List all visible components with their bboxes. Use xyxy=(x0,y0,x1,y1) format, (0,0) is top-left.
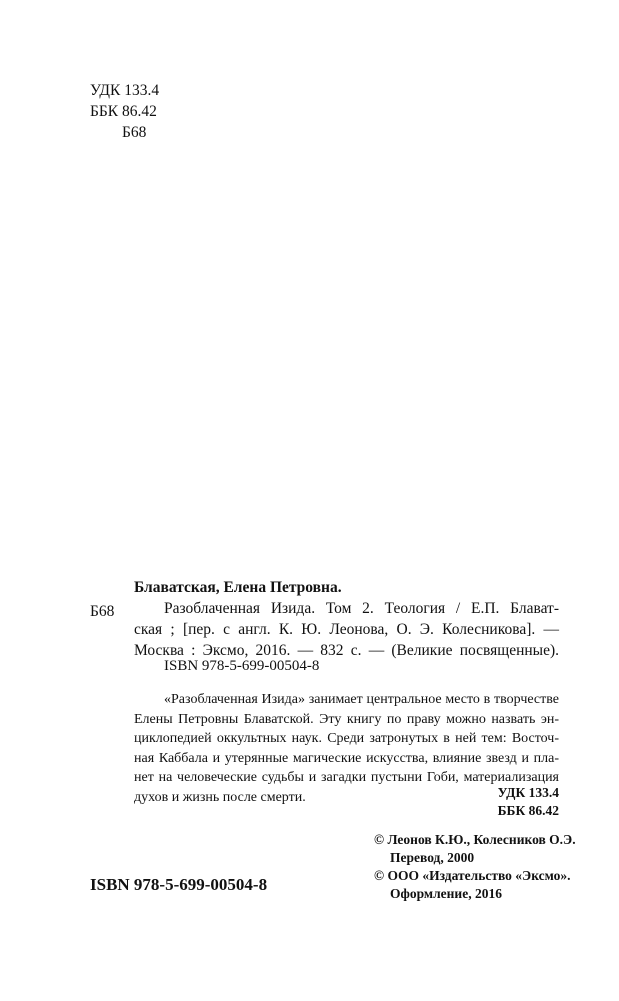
copyright-publisher: © ООО «Издательство «Эксмо». xyxy=(374,868,571,883)
bibliographic-entry xyxy=(134,598,559,661)
author-heading: Блаватская, Елена Петровна. xyxy=(134,579,342,596)
entry-line: Разоблаченная Изида. Том 2. Теология / Е.П. Блават- xyxy=(164,600,559,617)
annotation-line: циклопедией оккультных наук. Среди затронутых в ней тем: Восточ- xyxy=(134,731,559,746)
copyright-translation-year: Перевод, 2000 xyxy=(390,850,475,865)
copyright-design-year: Оформление, 2016 xyxy=(390,886,502,901)
annotation-line: духов и жизнь после смерти. xyxy=(134,789,306,805)
annotation-line: Елены Петровны Блаватской. Эту книгу по праву можно назвать эн- xyxy=(134,711,559,727)
classification-codes-bottom xyxy=(498,784,559,820)
annotation xyxy=(134,690,559,807)
author-mark: Б68 xyxy=(122,124,147,141)
annotation-line: нет на человеческие судьбы и загадки пустыни Гоби, материализация xyxy=(134,770,559,785)
annotation-line: «Разоблаченная Изида» занимает центральное место в творчестве xyxy=(164,692,559,707)
copyright-translation: © Леонов К.Ю., Колесников О.Э. xyxy=(374,832,576,847)
isbn-main: ISBN 978-5-699-00504-8 xyxy=(90,875,268,894)
entry-line: Москва : Эксмо, 2016. — 832 с. — (Великие посвященные). xyxy=(134,642,559,659)
classification-codes-top xyxy=(90,80,159,143)
udk-code: УДК 133.4 xyxy=(497,785,559,800)
udk-code: УДК 133.4 xyxy=(90,82,160,99)
entry-line: ская ; [пер. с англ. К. Ю. Леонова, О. Э. Колесникова]. — xyxy=(134,621,559,638)
bbk-code: ББК 86.42 xyxy=(90,103,157,120)
isbn-entry: ISBN 978-5-699-00504-8 xyxy=(164,658,320,674)
copyright-block xyxy=(374,831,576,903)
catalog-author-mark: Б68 xyxy=(90,603,115,620)
annotation-line: ная Каббала и утерянные магические искусства, влияние звезд и пла- xyxy=(134,750,559,766)
bbk-code: ББК 86.42 xyxy=(497,803,559,818)
